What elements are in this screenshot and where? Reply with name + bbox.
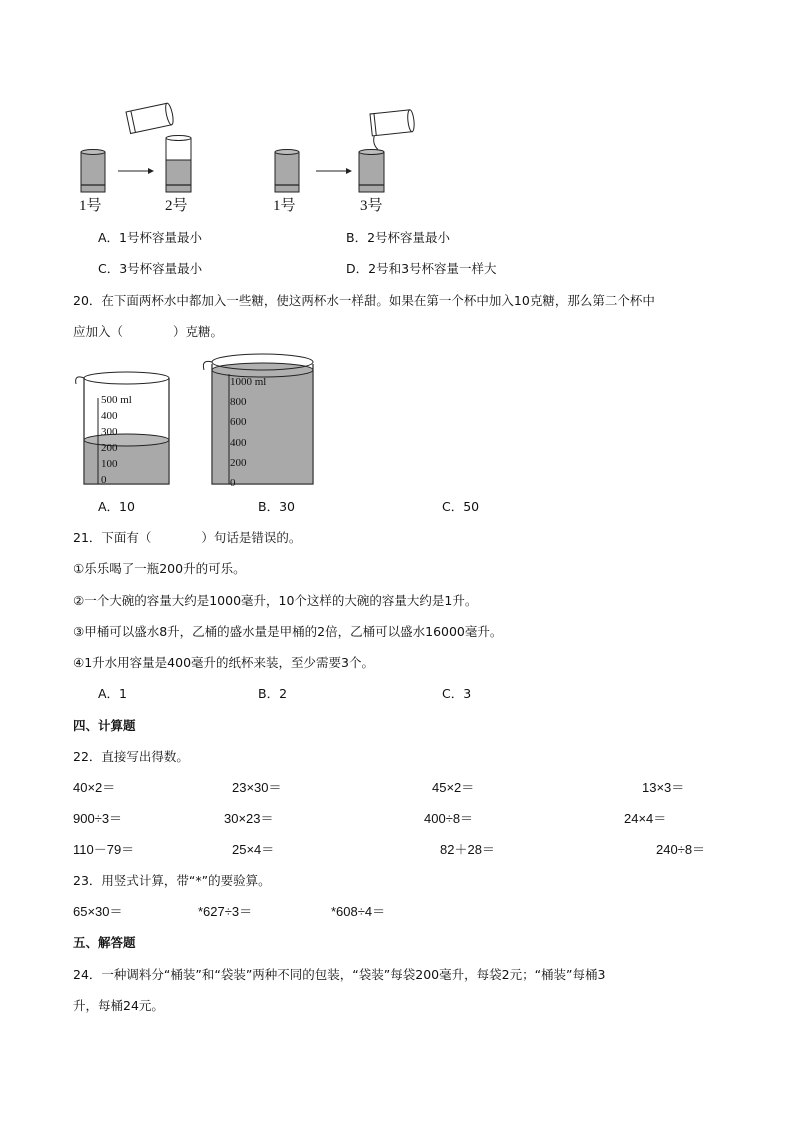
q24-stem-line2: 升，每桶24元。 [73, 998, 164, 1013]
q22-r3-c2: 25×4＝ [232, 842, 275, 857]
q19-option-a: A．1号杯容量最小 [98, 230, 203, 245]
q22-r1-c4: 13×3＝ [642, 780, 685, 795]
q21-option-a: A．1 [98, 686, 128, 701]
q21-option-b: B．2 [258, 686, 288, 701]
q21-item-2: ②一个大碗的容量大约是1000毫升，10个这样的大碗的容量大约是1升。 [73, 593, 478, 608]
pouring-cup-1 [126, 103, 175, 134]
q22-r1-c2: 23×30＝ [232, 780, 282, 795]
beaker1-tick-200: 200 [101, 442, 118, 454]
q21-item-4: ④1升水用容量是400毫升的纸杯来装，至少需要3个。 [73, 655, 374, 670]
q22-r2-c3: 400÷8＝ [424, 811, 474, 826]
cup-label-3: 3号 [360, 198, 383, 214]
q22-r3-c3: 82＋28＝ [440, 842, 495, 857]
section-heading-5: 五、解答题 [73, 935, 136, 950]
q19-option-b: B．2号杯容量最小 [346, 230, 451, 245]
q22-r1-c3: 45×2＝ [432, 780, 475, 795]
arrow-right-icon [118, 168, 154, 174]
cup-2 [166, 136, 191, 193]
beaker2-tick-200: 200 [230, 456, 247, 469]
beaker2-tick-600: 600 [230, 416, 247, 429]
beaker1-tick-300: 300 [101, 426, 118, 438]
cup-label-1-left: 1号 [79, 198, 102, 214]
cup-3 [359, 150, 384, 193]
cup-label-2: 2号 [165, 198, 188, 214]
q21-option-c: C．3 [442, 686, 472, 701]
q20-option-b: B．30 [258, 499, 295, 514]
q20-stem-line1: 20．在下面两杯水中都加入一些糖，使这两杯水一样甜。如果在第一个杯中加入10克糖，那么第二个杯中 [73, 293, 655, 308]
q19-option-d: D．2号和3号杯容量一样大 [346, 261, 497, 276]
q22-r3-c1: 110－79＝ [73, 842, 135, 857]
q20-option-c: C．50 [442, 499, 480, 514]
q23-stem: 23．用竖式计算，带“*”的要验算。 [73, 873, 271, 888]
q20-stem-line2: 应加入（ ）克糖。 [73, 324, 224, 339]
beaker2-tick-0: 0 [230, 477, 236, 490]
beaker2-tick-1000: 1000 ml [230, 376, 267, 388]
q20-option-a: A．10 [98, 499, 135, 514]
beaker1-tick-0: 0 [101, 474, 107, 486]
q22-r2-c1: 900÷3＝ [73, 811, 123, 826]
beaker1-tick-100: 100 [101, 458, 118, 470]
q21-stem: 21．下面有（ ）句话是错误的。 [73, 530, 302, 545]
q21-item-1: ①乐乐喝了一瓶200升的可乐。 [73, 561, 246, 576]
beaker2-tick-800: 800 [230, 396, 247, 409]
cup-1-left [81, 150, 105, 193]
beaker1-scale [101, 392, 132, 488]
q22-r3-c4: 240÷8＝ [656, 842, 706, 857]
beaker1-tick-500: 500 ml [101, 394, 132, 406]
q24-stem-line1: 24．一种调料分“桶装”和“袋装”两种不同的包装，“袋装”每袋200毫升，每袋2元；“桶装”每桶3 [73, 967, 606, 982]
q22-r1-c1: 40×2＝ [73, 780, 116, 795]
pouring-cup-2 [370, 110, 417, 150]
beaker2-scale [230, 372, 266, 493]
beaker1-tick-400: 400 [101, 410, 118, 422]
q22-r2-c2: 30×23＝ [224, 811, 274, 826]
q22-stem: 22．直接写出得数。 [73, 749, 189, 764]
beaker2-tick-400: 400 [230, 436, 247, 449]
q21-item-3: ③甲桶可以盛水8升，乙桶的盛水量是甲桶的2倍，乙桶可以盛水16000毫升。 [73, 624, 503, 639]
section-heading-4: 四、计算题 [73, 718, 136, 733]
arrow-right-icon [316, 168, 352, 174]
q23-item-2: *627÷3＝ [198, 904, 253, 919]
q23-item-1: 65×30＝ [73, 904, 123, 919]
q19-option-c: C．3号杯容量最小 [98, 261, 203, 276]
cup-1-right [275, 150, 299, 193]
q23-item-3: *608÷4＝ [331, 904, 386, 919]
q22-r2-c4: 24×4＝ [624, 811, 667, 826]
cup-label-1-right: 1号 [273, 198, 296, 214]
